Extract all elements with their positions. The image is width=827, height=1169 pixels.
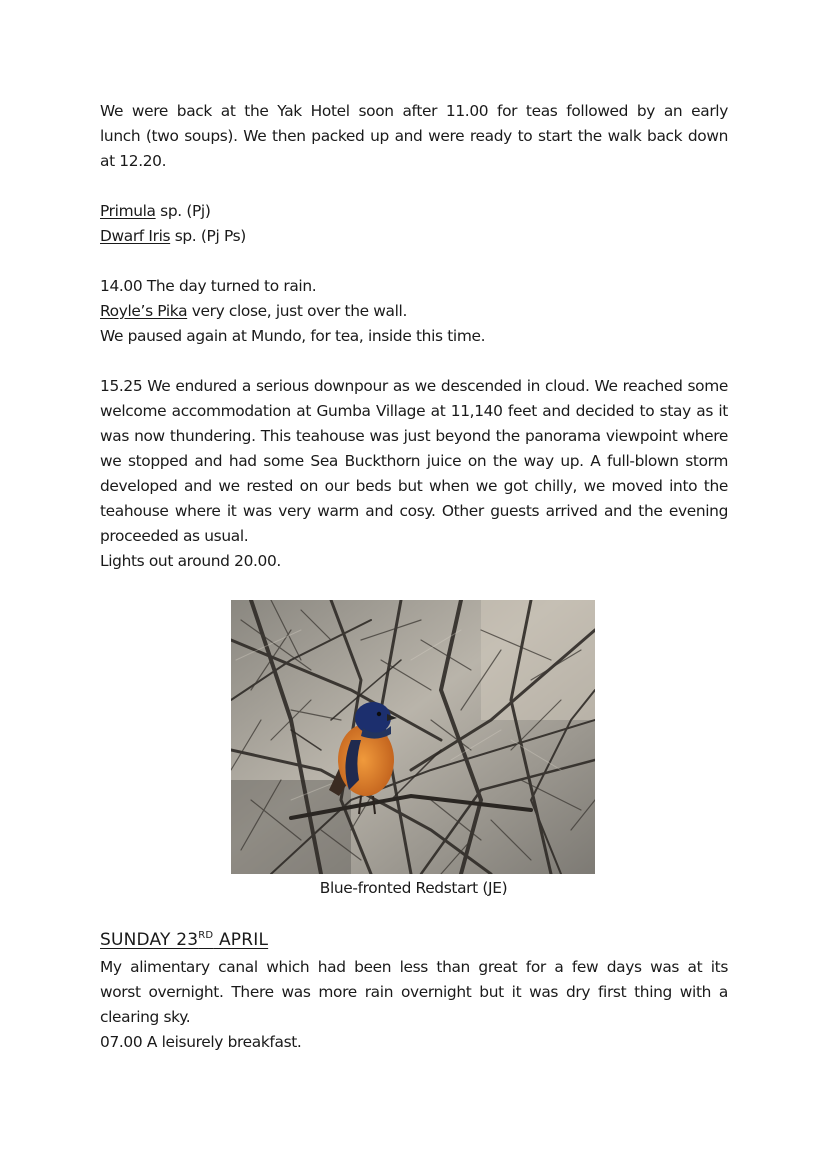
paragraph-overnight: [100, 955, 728, 1030]
species-royles-pika: [100, 299, 728, 324]
text-line: teahouse where it was very warm and cosy. Other guests arrived and the evening: [100, 502, 728, 520]
text-line: welcome accommodation at Gumba Village at 11,140 feet and decided to stay as it: [100, 402, 728, 420]
text-line: at 12.20.: [100, 152, 167, 170]
section-heading: [100, 928, 268, 953]
text-line: proceeded as usual.: [100, 527, 249, 545]
species-dwarf-iris: [100, 224, 728, 249]
redstart-photo-illustration: [231, 600, 595, 874]
text-line: We were back at the Yak Hotel soon after 11.00 for teas followed by an early: [100, 102, 728, 120]
text-line: lunch (two soups). We then packed up and were ready to start the walk back down: [100, 127, 728, 145]
species-list: [100, 199, 728, 249]
paragraph-rain: [100, 274, 728, 349]
text-line: 07.00 A leisurely breakfast.: [100, 1033, 302, 1051]
text-line: 14.00 The day turned to rain.: [100, 277, 317, 295]
species-primula: [100, 199, 728, 224]
species-note: sp. (Pj Ps): [170, 227, 246, 245]
paragraph-yak-hotel: [100, 99, 728, 174]
text-line: was now thundering. This teahouse was just beyond the panorama viewpoint where: [100, 427, 728, 445]
paragraph-breakfast: [100, 1030, 728, 1055]
species-name: Primula: [100, 202, 156, 220]
species-note: sp. (Pj): [155, 202, 211, 220]
text-line: 15.25 We endured a serious downpour as we descended in cloud. We reached some: [100, 377, 728, 395]
heading-ordinal: RD: [198, 930, 214, 941]
text-line: We paused again at Mundo, for tea, inside this time.: [100, 327, 486, 345]
text-line: we stopped and had some Sea Buckthorn juice on the way up. A full-blown storm: [100, 452, 728, 470]
text-line: Lights out around 20.00.: [100, 552, 281, 570]
paragraph-downpour: [100, 374, 728, 549]
text-line: My alimentary canal which had been less than great for a few days was at its: [100, 958, 728, 976]
paragraph-lights-out: [100, 549, 728, 574]
text-line: worst overnight. There was more rain overnight but it was dry first thing with a: [100, 983, 728, 1001]
body-text-sunday: [100, 955, 728, 1055]
species-name: Dwarf Iris: [100, 227, 171, 245]
heading-day: SUNDAY 23: [100, 930, 199, 950]
body-text: [100, 99, 728, 574]
species-name: Royle’s Pika: [100, 302, 188, 320]
text-line: clearing sky.: [100, 1008, 191, 1026]
text-line: developed and we rested on our beds but when we got chilly, we moved into the: [100, 477, 728, 495]
bird-photo: [231, 600, 595, 874]
species-note: very close, just over the wall.: [187, 302, 407, 320]
photo-caption: Blue-fronted Redstart (JE): [319, 879, 508, 897]
heading-month: APRIL: [213, 930, 269, 950]
